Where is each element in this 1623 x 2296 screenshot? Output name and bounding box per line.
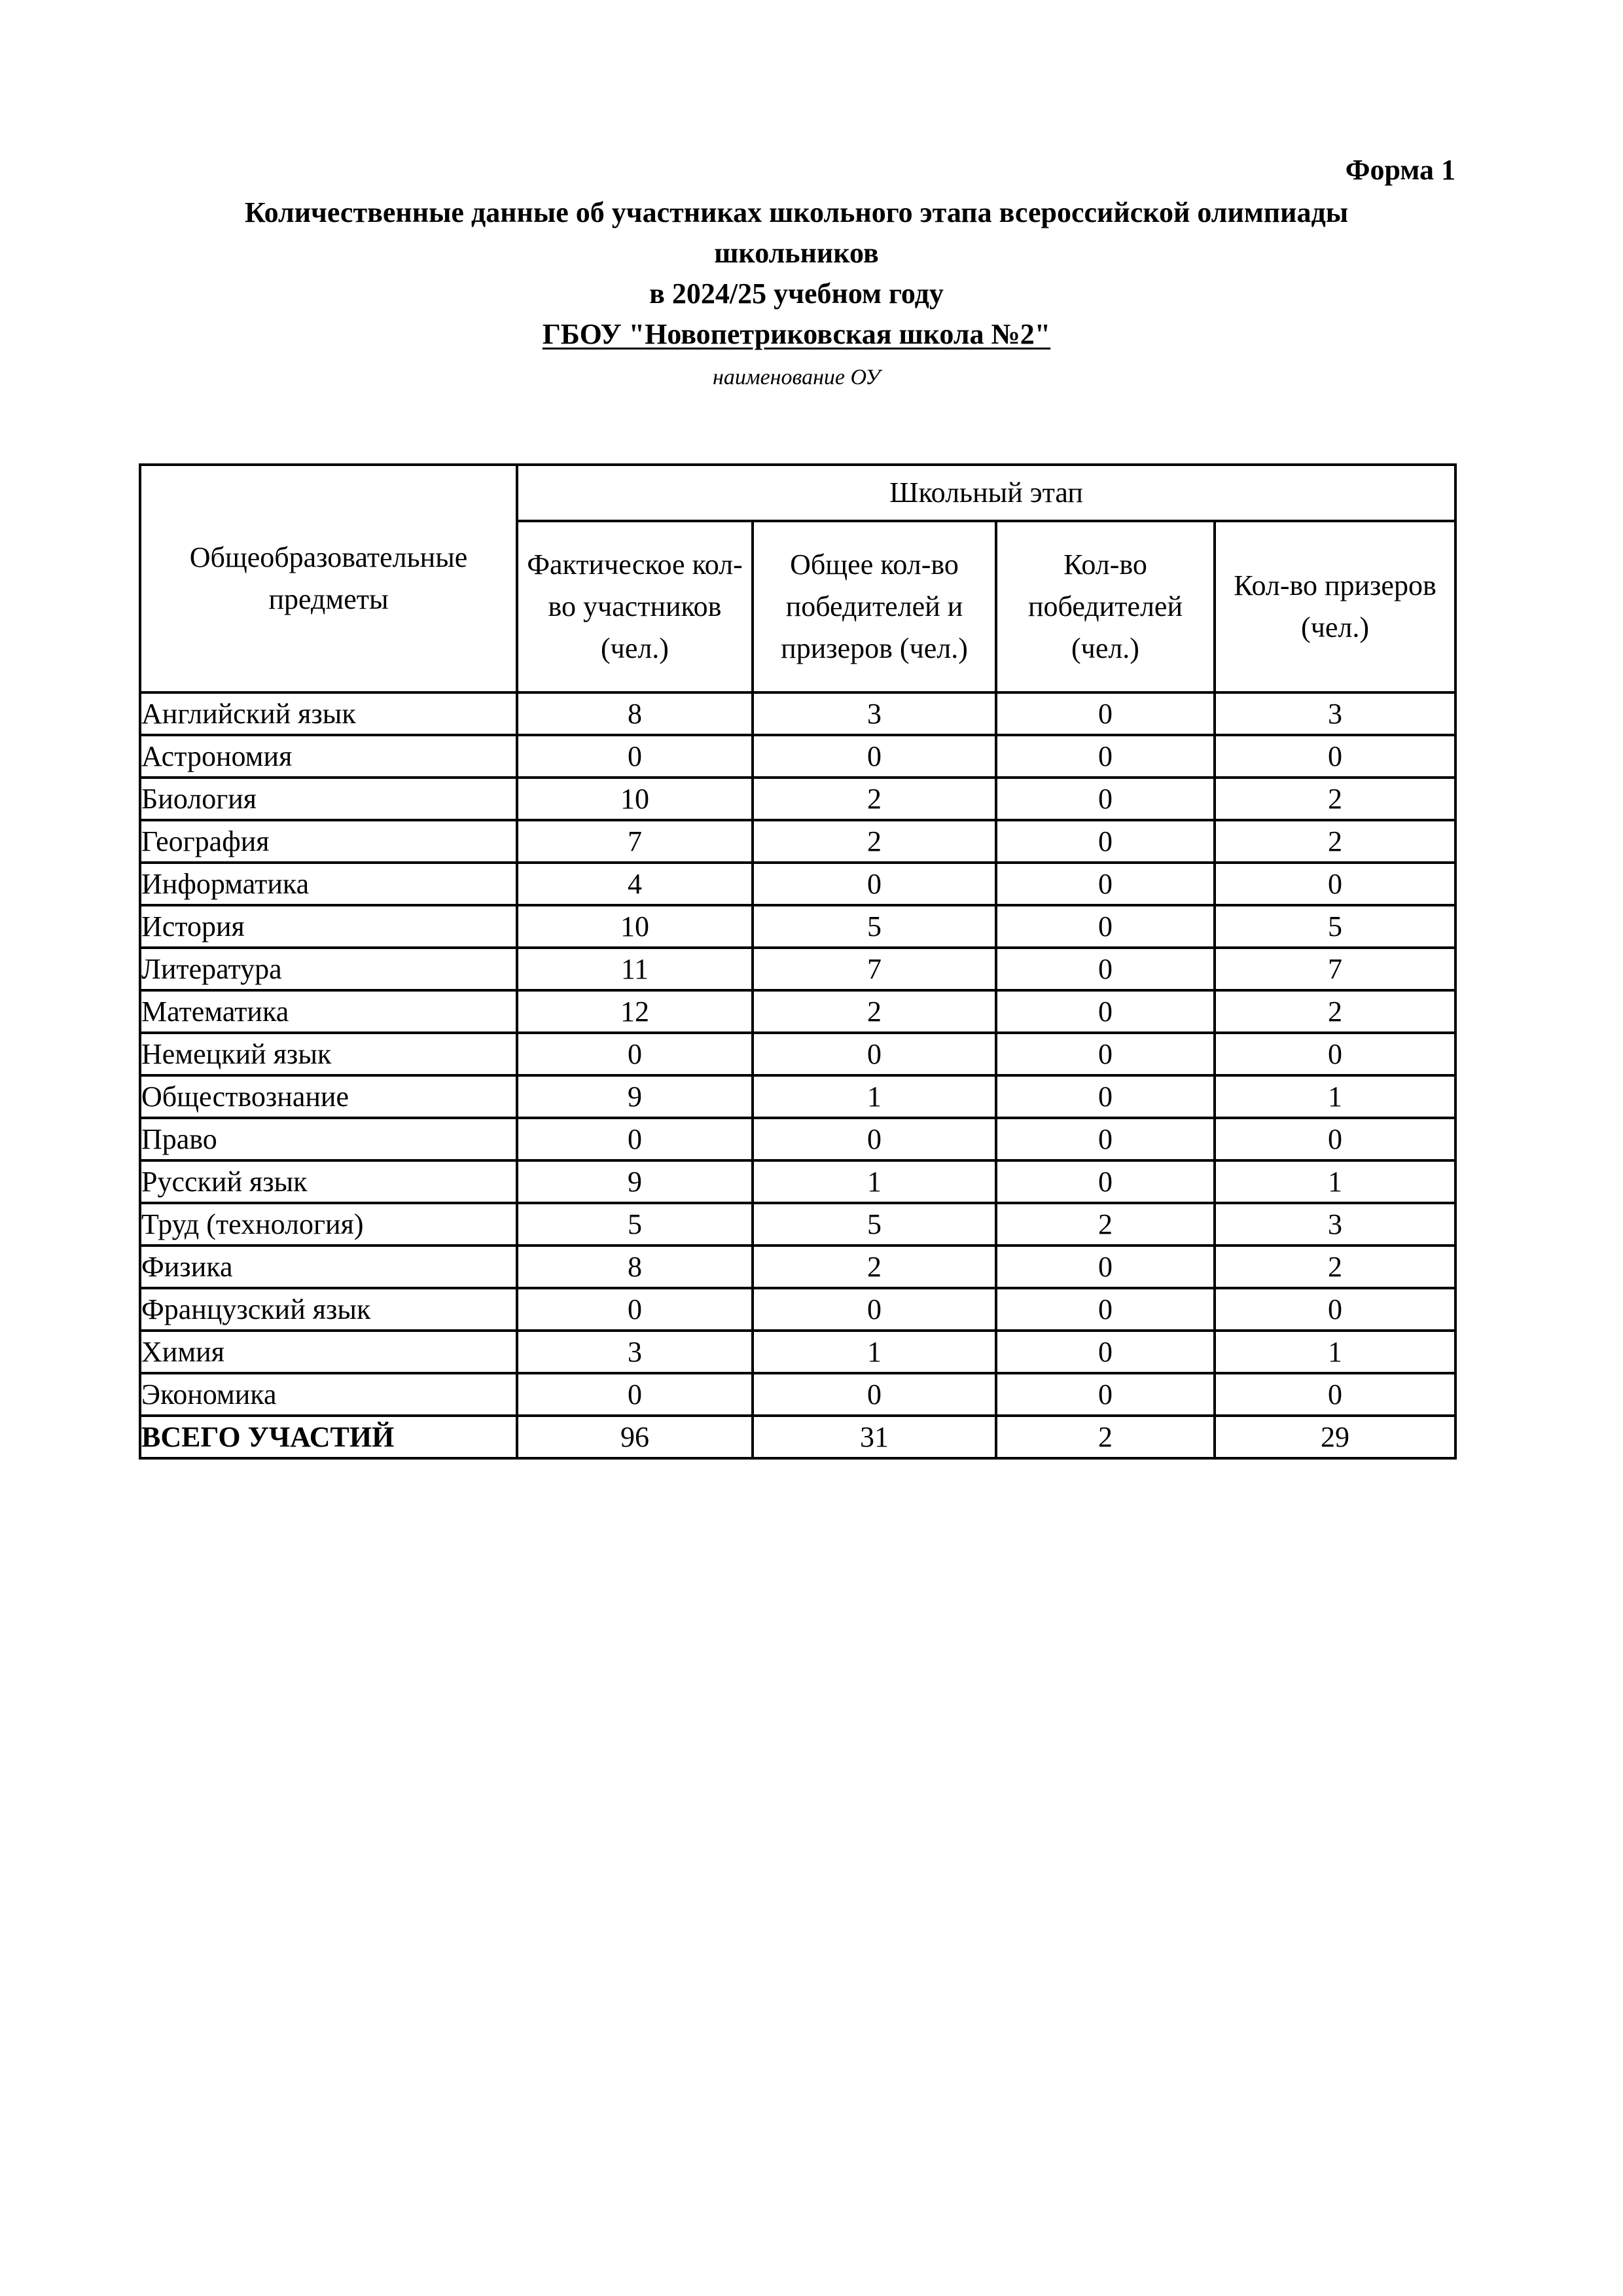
table-row <box>140 863 1455 905</box>
table-row <box>140 1160 1455 1203</box>
total-cell: 1 <box>753 1160 996 1203</box>
total-cell: 0 <box>753 1288 996 1331</box>
total-winners-cell: 2 <box>996 1416 1215 1458</box>
participants-cell: 0 <box>517 1288 753 1331</box>
participants-cell: 10 <box>517 778 753 820</box>
total-cell: 2 <box>753 1246 996 1288</box>
table-row <box>140 1075 1455 1118</box>
participants-cell: 0 <box>517 1033 753 1075</box>
subject-cell: Литература <box>140 948 517 990</box>
subject-cell: Русский язык <box>140 1160 517 1203</box>
winners-cell: 2 <box>996 1203 1215 1246</box>
prizewinners-cell: 7 <box>1215 948 1455 990</box>
prizewinners-cell: 1 <box>1215 1331 1455 1373</box>
total-row <box>140 1416 1455 1458</box>
prizewinners-cell: 1 <box>1215 1160 1455 1203</box>
title-line-3: в 2024/25 учебном году <box>649 278 944 310</box>
prizewinners-cell: 2 <box>1215 778 1455 820</box>
total-cell: 0 <box>753 1118 996 1160</box>
participants-cell: 11 <box>517 948 753 990</box>
title-line-2: школьников <box>714 237 879 269</box>
prizewinners-column-header: Кол-во призеров (чел.) <box>1215 521 1455 692</box>
title-line-1: Количественные данные об участниках школьного этапа всероссийской олимпиады <box>244 196 1349 228</box>
subject-cell: Физика <box>140 1246 517 1288</box>
prizewinners-cell: 0 <box>1215 1118 1455 1160</box>
org-caption: наименование ОУ <box>713 365 880 389</box>
winners-cell: 0 <box>996 820 1215 863</box>
winners-column-header: Кол-во победителей (чел.) <box>996 521 1215 692</box>
total-participants-cell: 96 <box>517 1416 753 1458</box>
prizewinners-cell: 3 <box>1215 692 1455 735</box>
participants-cell: 9 <box>517 1075 753 1118</box>
prizewinners-cell: 0 <box>1215 1288 1455 1331</box>
winners-cell: 0 <box>996 735 1215 778</box>
total-cell: 0 <box>753 735 996 778</box>
table-row <box>140 1203 1455 1246</box>
prizewinners-cell: 5 <box>1215 905 1455 948</box>
total-cell: 2 <box>753 990 996 1033</box>
org-name: ГБОУ "Новопетриковская школа №2" <box>542 318 1051 350</box>
total-cell: 2 <box>753 778 996 820</box>
winners-cell: 0 <box>996 948 1215 990</box>
winners-cell: 0 <box>996 1331 1215 1373</box>
stage-header: Школьный этап <box>517 465 1455 521</box>
table-row <box>140 1373 1455 1416</box>
subject-cell: Труд (технология) <box>140 1203 517 1246</box>
prizewinners-cell: 3 <box>1215 1203 1455 1246</box>
table-row <box>140 905 1455 948</box>
subject-cell: Химия <box>140 1331 517 1373</box>
table-row <box>140 990 1455 1033</box>
subject-cell: География <box>140 820 517 863</box>
winners-cell: 0 <box>996 1288 1215 1331</box>
prizewinners-cell: 2 <box>1215 820 1455 863</box>
participants-cell: 8 <box>517 1246 753 1288</box>
total-cell: 0 <box>753 1373 996 1416</box>
winners-cell: 0 <box>996 1160 1215 1203</box>
participants-cell: 3 <box>517 1331 753 1373</box>
table-row <box>140 735 1455 778</box>
table-row <box>140 778 1455 820</box>
total-cell: 3 <box>753 692 996 735</box>
prizewinners-cell: 2 <box>1215 1246 1455 1288</box>
winners-cell: 0 <box>996 1075 1215 1118</box>
winners-cell: 0 <box>996 990 1215 1033</box>
participants-cell: 0 <box>517 735 753 778</box>
table-row <box>140 1033 1455 1075</box>
subject-cell: Экономика <box>140 1373 517 1416</box>
total-cell: 0 <box>753 1033 996 1075</box>
table-row <box>140 1331 1455 1373</box>
total-cell: 0 <box>753 863 996 905</box>
participants-cell: 12 <box>517 990 753 1033</box>
participants-cell: 4 <box>517 863 753 905</box>
document-title <box>139 192 1454 355</box>
prizewinners-cell: 1 <box>1215 1075 1455 1118</box>
prizewinners-cell: 0 <box>1215 863 1455 905</box>
winners-cell: 0 <box>996 863 1215 905</box>
prizewinners-cell: 0 <box>1215 1033 1455 1075</box>
table-row <box>140 820 1455 863</box>
winners-cell: 0 <box>996 1373 1215 1416</box>
total-cell: 1 <box>753 1075 996 1118</box>
subject-cell: История <box>140 905 517 948</box>
total-cell: 7 <box>753 948 996 990</box>
winners-cell: 0 <box>996 1033 1215 1075</box>
subject-cell: Английский язык <box>140 692 517 735</box>
subject-cell: Право <box>140 1118 517 1160</box>
table-row <box>140 948 1455 990</box>
total-cell: 5 <box>753 1203 996 1246</box>
winners-cell: 0 <box>996 778 1215 820</box>
prizewinners-cell: 0 <box>1215 1373 1455 1416</box>
winners-cell: 0 <box>996 1246 1215 1288</box>
results-table <box>139 463 1457 1460</box>
subject-cell: Немецкий язык <box>140 1033 517 1075</box>
participants-cell: 5 <box>517 1203 753 1246</box>
org-name-line <box>139 314 1454 355</box>
participants-cell: 10 <box>517 905 753 948</box>
subject-cell: Информатика <box>140 863 517 905</box>
form-label: Форма 1 <box>1345 154 1455 186</box>
winners-cell: 0 <box>996 692 1215 735</box>
subject-cell: Математика <box>140 990 517 1033</box>
subject-cell: Обществознание <box>140 1075 517 1118</box>
total-prizewinners-cell: 29 <box>1215 1416 1455 1458</box>
participants-cell: 8 <box>517 692 753 735</box>
subject-cell: Французский язык <box>140 1288 517 1331</box>
table-row <box>140 692 1455 735</box>
participants-cell: 7 <box>517 820 753 863</box>
total-cell: 2 <box>753 820 996 863</box>
participants-cell: 0 <box>517 1373 753 1416</box>
prizewinners-cell: 0 <box>1215 735 1455 778</box>
table-body <box>140 692 1455 1458</box>
total-cell: 5 <box>753 905 996 948</box>
subject-column-header: Общеобразовательные предметы <box>140 465 517 692</box>
participants-cell: 9 <box>517 1160 753 1203</box>
total-cell: 1 <box>753 1331 996 1373</box>
participants-cell: 0 <box>517 1118 753 1160</box>
table-row <box>140 1288 1455 1331</box>
table-row <box>140 1118 1455 1160</box>
subject-cell: Астрономия <box>140 735 517 778</box>
winners-cell: 0 <box>996 1118 1215 1160</box>
prizewinners-cell: 2 <box>1215 990 1455 1033</box>
table-row <box>140 1246 1455 1288</box>
participants-column-header: Фактическое кол-во участников (чел.) <box>517 521 753 692</box>
total-total-cell: 31 <box>753 1416 996 1458</box>
winners-cell: 0 <box>996 905 1215 948</box>
subject-cell: Биология <box>140 778 517 820</box>
total-winners-prizewinners-column-header: Общее кол-во победителей и призеров (чел.) <box>753 521 996 692</box>
total-label-cell: ВСЕГО УЧАСТИЙ <box>140 1416 517 1458</box>
